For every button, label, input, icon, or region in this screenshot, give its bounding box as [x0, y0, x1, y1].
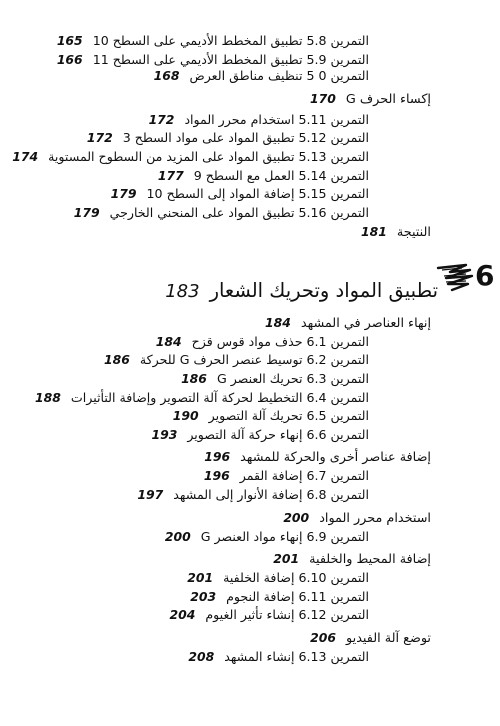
chapter-page-number: 183 — [165, 281, 200, 302]
toc-entry: التمرين 5.13 تطبيق المواد على المزيد من السطوح المستوية174 — [12, 149, 369, 164]
page-number: 172 — [148, 112, 175, 127]
page-number: 197 — [137, 487, 164, 502]
toc-entry: التمرين 0 5 تنظيف مناطق العرض168 — [153, 68, 369, 83]
toc-entry: التمرين 6.2 توسيط عنصر الحرف G للحركة186 — [104, 352, 369, 367]
toc-section-heading: إنهاء العناصر في المشهد184 — [265, 315, 431, 331]
page-number: 184 — [155, 334, 182, 349]
toc-section-heading: توضع آلة الفيديو206 — [310, 630, 431, 646]
chapter-swoosh-icon — [436, 262, 476, 296]
page-number: 186 — [181, 371, 207, 386]
page-number: 181 — [360, 224, 387, 239]
page-number: 166 — [56, 52, 83, 67]
toc-entry: التمرين 6.5 تحريك آلة التصوير190 — [172, 408, 369, 423]
page-number: 188 — [35, 390, 61, 405]
toc-entry: التمرين 6.12 إنشاء تأثير الغيوم204 — [169, 607, 369, 622]
toc-entry: التمرين 6.11 إضافة النجوم203 — [190, 589, 369, 604]
page-number: 203 — [190, 589, 217, 604]
page-number: 208 — [188, 649, 215, 664]
page-number: 190 — [172, 408, 199, 423]
page-number: 168 — [153, 68, 180, 83]
chapter-title: تطبيق المواد وتحريك الشعار183 — [165, 279, 438, 302]
page-number: 204 — [169, 607, 196, 622]
page-number: 184 — [265, 315, 291, 330]
page-number: 201 — [273, 551, 300, 566]
page-number: 196 — [204, 449, 231, 464]
page-number: 200 — [164, 529, 191, 544]
toc-entry: التمرين 5.12 تطبيق المواد على مواد السطح 3172 — [86, 130, 369, 145]
toc-entry: التمرين 5.16 تطبيق المواد على المنحني الخارجي179 — [73, 205, 369, 220]
toc-section-heading: إضافة عناصر أخرى والحركة للمشهد196 — [204, 449, 431, 465]
toc-entry: التمرين 6.3 تحريك العنصر G186 — [181, 371, 369, 386]
toc-entry: التمرين 6.8 إضافة الأنوار إلى المشهد197 — [137, 487, 369, 502]
page-number: 186 — [104, 352, 130, 367]
page-number: 172 — [86, 130, 113, 145]
page-number: 174 — [12, 149, 39, 164]
toc-section-heading: النتيجة181 — [360, 224, 431, 240]
toc-entry: التمرين 6.4 التخطيط لحركة آلة التصوير وإضافة التأثيرات188 — [35, 390, 369, 405]
page-number: 201 — [187, 570, 214, 585]
toc-entry: التمرين 6.1 حذف مواد قوس قزح184 — [155, 334, 369, 349]
toc-entry: التمرين 6.13 إنشاء المشهد208 — [188, 649, 369, 664]
toc-entry: التمرين 5.8 تطبيق المخطط الأديمي على السطح 10165 — [56, 33, 369, 48]
page-number: 179 — [73, 205, 100, 220]
toc-entry: التمرين 6.6 إنهاء حركة آلة التصوير193 — [151, 427, 369, 442]
toc-entry: التمرين 5.9 تطبيق المخطط الأديمي على السطح 11166 — [56, 52, 369, 67]
page-number: 200 — [283, 510, 310, 525]
toc-section-heading: إكساء الحرف G170 — [310, 91, 431, 107]
toc-entry: التمرين 5.15 إضافة المواد إلى السطح 10179 — [110, 186, 369, 201]
toc-section-heading: إضافة المحيط والخلفية201 — [273, 551, 431, 567]
page-number: 196 — [203, 468, 230, 483]
page-number: 179 — [110, 186, 137, 201]
toc-entry: التمرين 5.11 استخدام محرر المواد172 — [148, 112, 369, 127]
page-number: 177 — [157, 168, 184, 183]
toc-section-heading: استخدام محرر المواد200 — [283, 510, 431, 526]
page-number: 165 — [56, 33, 83, 48]
toc-entry: التمرين 6.7 إضافة القمر196 — [203, 468, 369, 483]
page-number: 193 — [151, 427, 178, 442]
toc-entry: التمرين 6.9 إنهاء مواد العنصر G200 — [164, 529, 369, 544]
toc-entry: التمرين 6.10 إضافة الخلفية201 — [187, 570, 369, 585]
page-number: 170 — [310, 91, 336, 106]
chapter-number: 6 — [475, 259, 495, 292]
page-number: 206 — [310, 630, 337, 645]
toc-entry: التمرين 5.14 العمل مع السطح 9177 — [157, 168, 369, 183]
